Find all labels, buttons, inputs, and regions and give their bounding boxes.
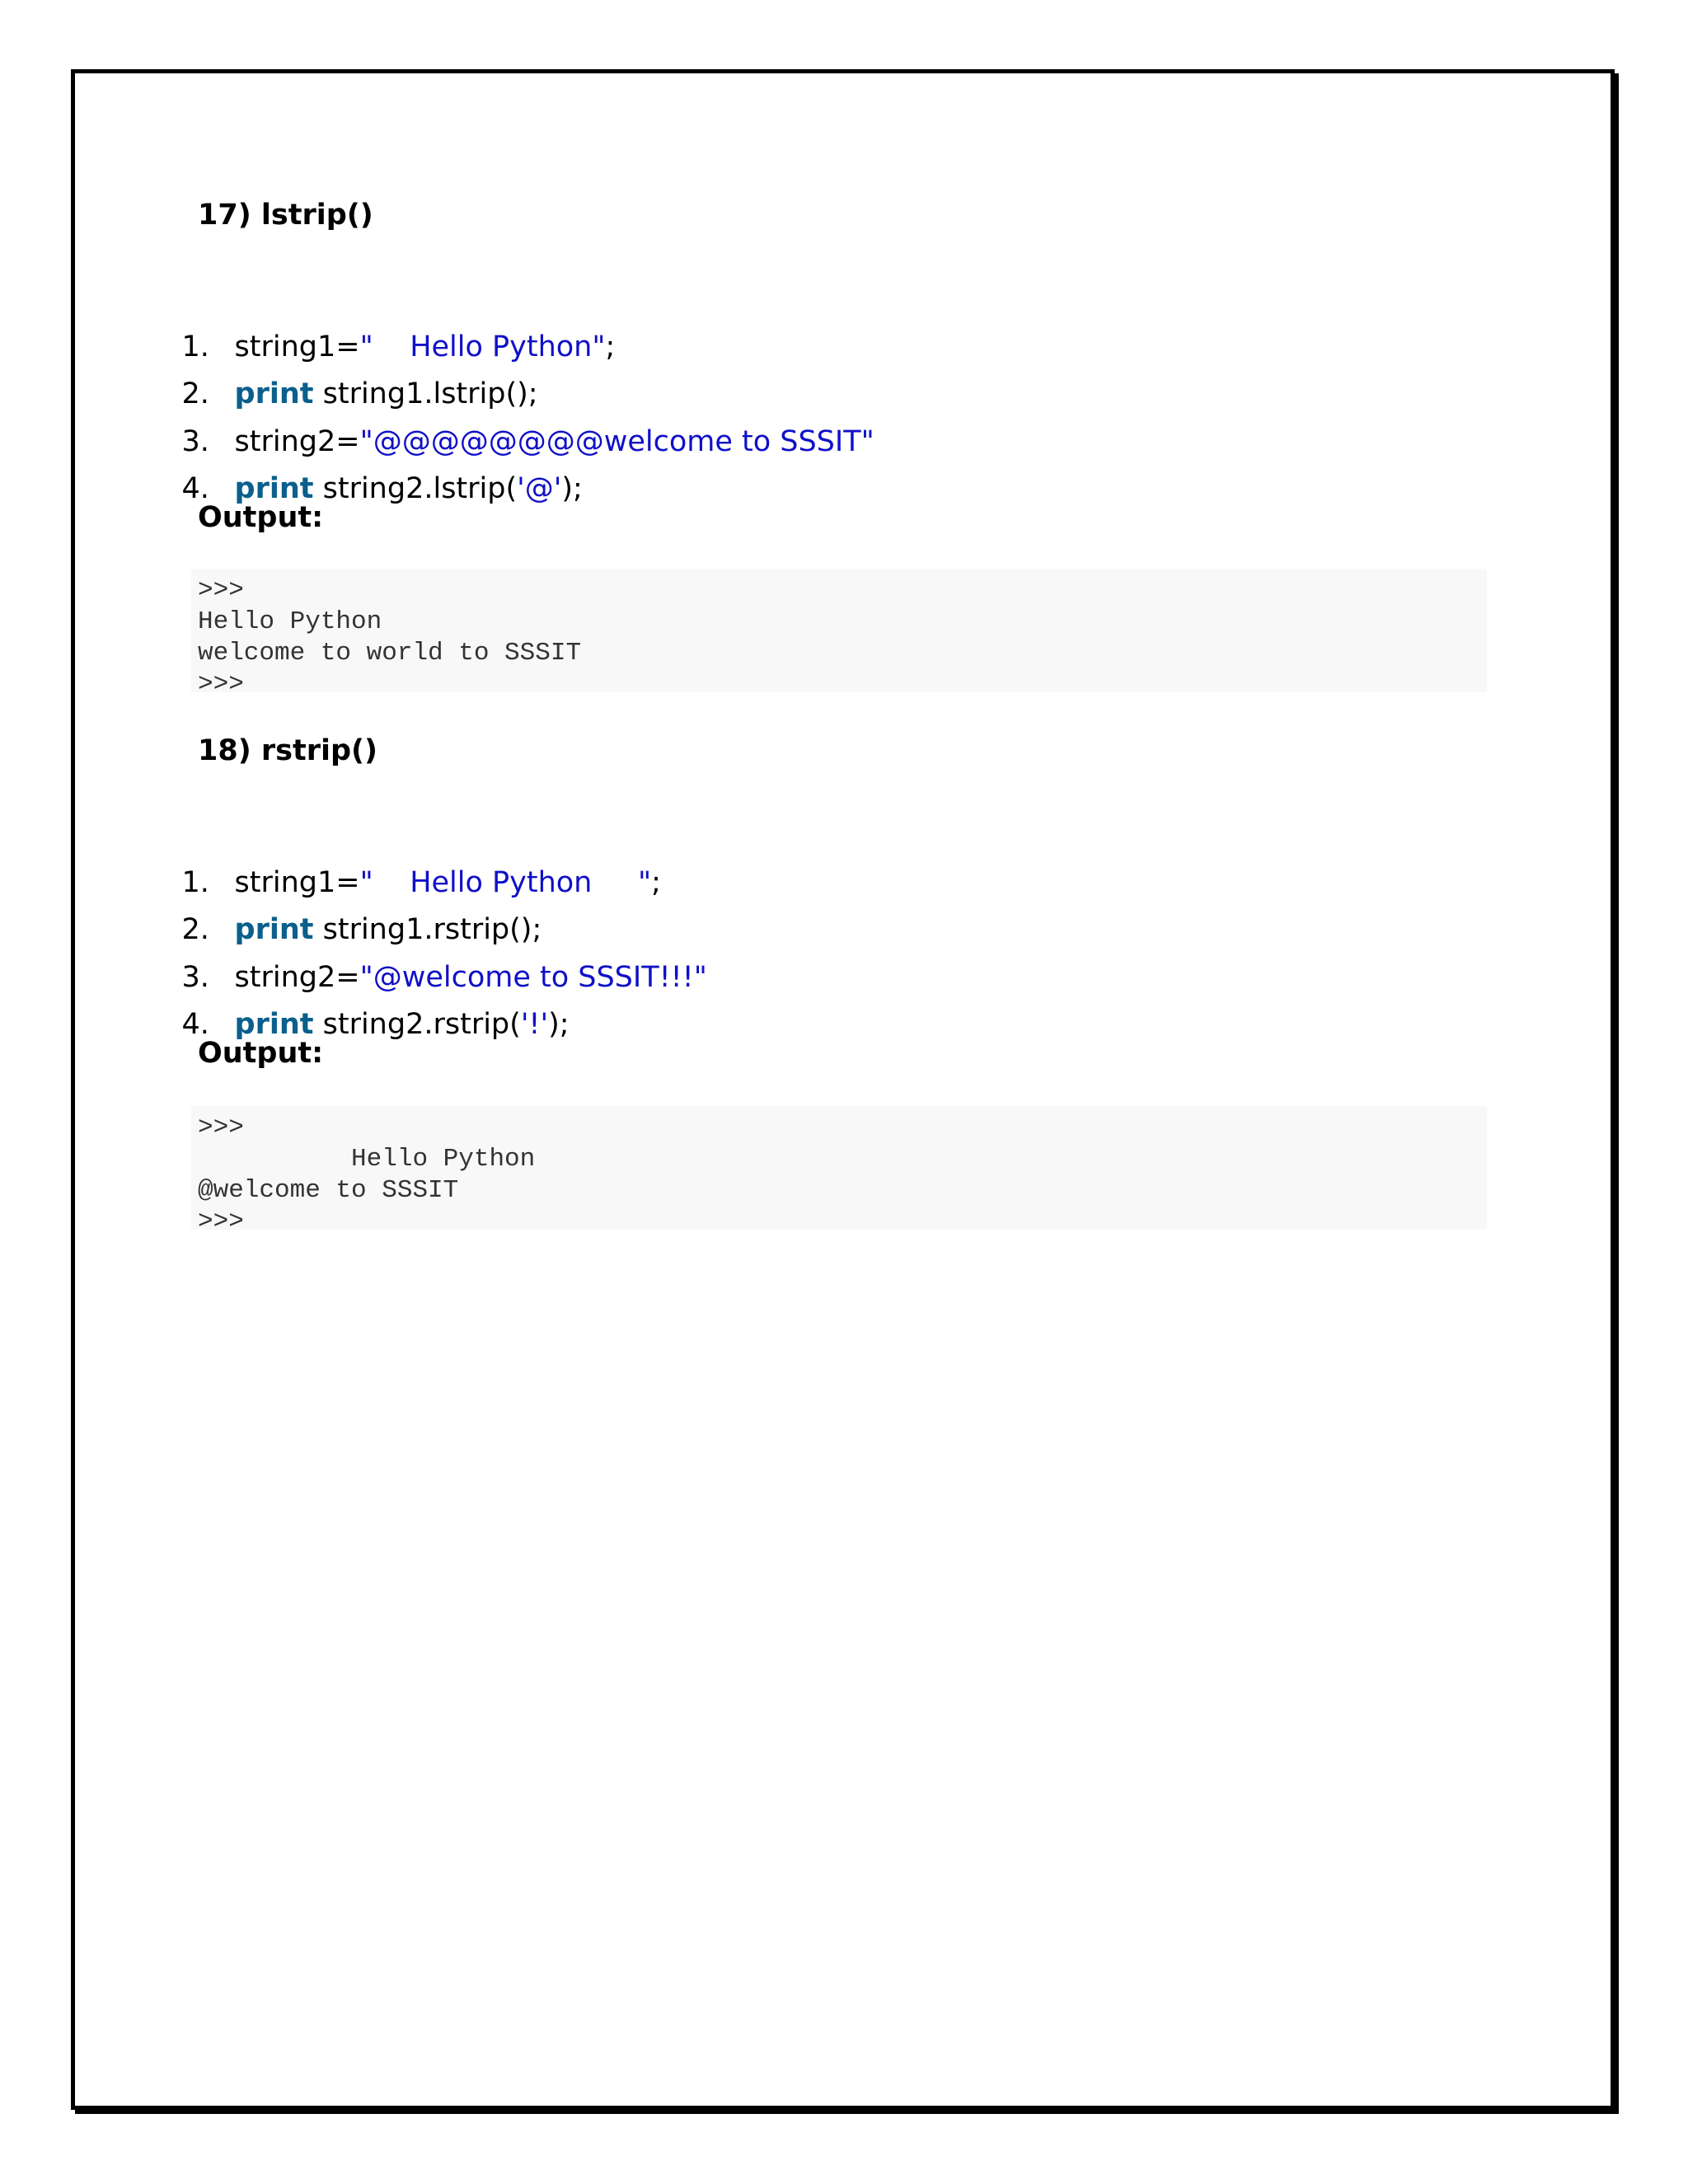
line-number: 2. [181,913,209,946]
output-line: @welcome to SSSIT [198,1176,459,1205]
code-token: ); [561,472,583,505]
code-token: string1.rstrip(); [313,913,542,946]
code-block-lstrip [145,276,874,505]
section-heading-lstrip: 17) lstrip() [198,199,373,232]
code-token: print [234,377,314,410]
line-number: 2. [181,377,209,410]
code-token: print [234,913,314,946]
output-label: Output: [198,1037,324,1070]
code-token: ; [605,330,616,363]
code-line [145,276,874,363]
output-line: Hello Python [198,607,382,636]
code-token: ); [548,1008,570,1041]
output-line: >>> [198,576,244,605]
output-line: welcome to world to SSSIT [198,639,582,668]
output-line: Hello Python [198,1145,536,1174]
code-token: "@welcome to SSSIT!!!" [359,960,707,994]
line-number: 1. [181,865,209,899]
code-token: string1= [234,865,360,899]
code-token: '@' [517,472,562,505]
code-token: string2= [234,424,360,458]
line-number: 4. [181,1008,209,1041]
code-line [145,324,874,410]
code-line [145,371,874,458]
section-heading-rstrip: 18) rstrip() [198,734,378,767]
code-line [145,954,707,1041]
code-token: string1.lstrip(); [313,377,538,410]
code-token: string2= [234,960,360,994]
line-number: 1. [181,330,209,363]
code-line [145,812,707,899]
code-token: " Hello Python" [359,330,606,363]
line-number: 4. [181,472,209,505]
output-line: >>> [198,670,244,699]
code-token: " Hello Python " [359,865,652,899]
code-token: '!' [520,1008,549,1041]
line-number: 3. [181,960,209,994]
code-block-rstrip [145,812,707,1041]
code-token: string2.lstrip( [313,472,518,505]
output-block-rstrip [191,1106,1487,1236]
line-number: 3. [181,424,209,458]
code-token: ; [651,865,661,899]
output-line: >>> [198,1207,244,1236]
output-label: Output: [198,501,324,534]
code-line [145,907,707,994]
code-token: print [234,472,314,505]
code-token: "@@@@@@@@welcome to SSSIT" [359,424,874,458]
code-token: print [234,1008,314,1041]
output-block-lstrip [191,569,1487,699]
code-line [145,860,707,946]
code-line [145,419,874,505]
output-line: >>> [198,1113,244,1142]
code-token: string1= [234,330,360,363]
code-token: string2.rstrip( [313,1008,521,1041]
